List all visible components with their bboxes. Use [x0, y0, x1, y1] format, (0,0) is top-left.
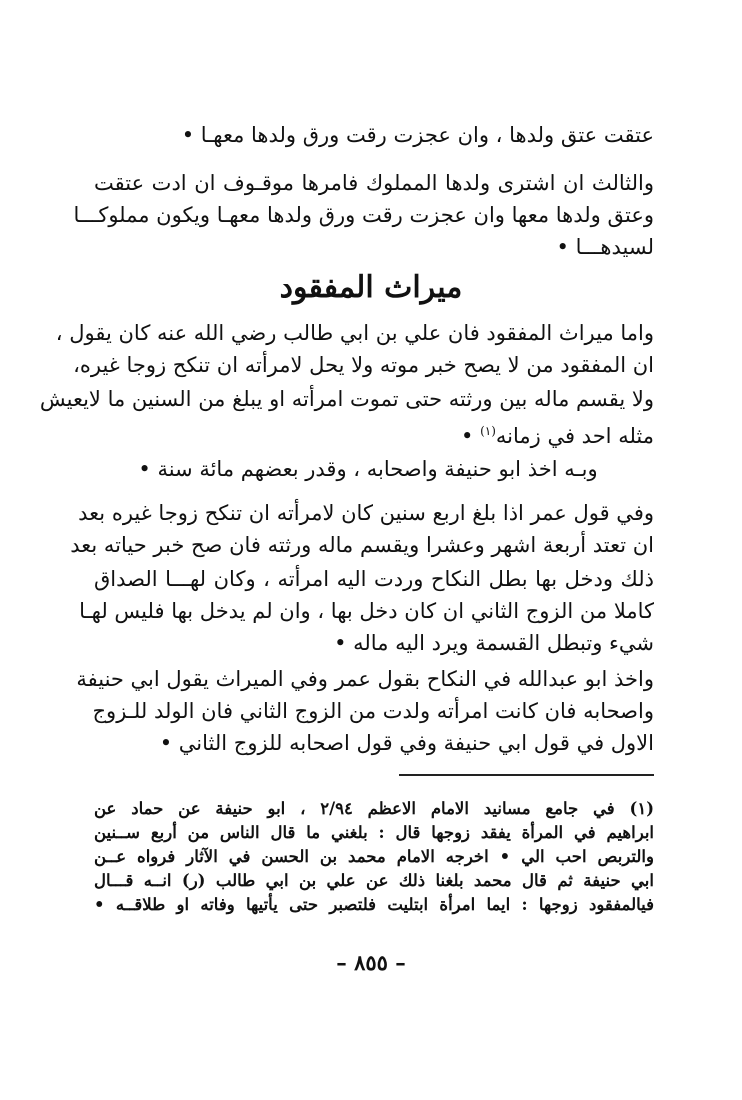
footnote-line: والتربص احب الي • اخرجه الامام محمد بن الحسن في الآثار فرواه عــن	[94, 847, 654, 866]
paragraph-line: وفي قول عمر اذا بلغ اربع سنين كان لامرأته ان تنكح زوجا غيره بعد	[78, 501, 654, 525]
paragraph-line: واما ميراث المفقود فان علي بن ابي طالب رضي الله عنه كان يقول ،	[55, 321, 654, 345]
paragraph-line: ان المفقود من لا يصح خبر موته ولا يحل لامرأته ان تنكح زوجا غيره،	[73, 353, 654, 377]
paragraph-end: •	[461, 424, 481, 448]
footnote-line: ابي حنيفة ثم قال محمد بلغنا ذلك عن علي بن ابي طالب (ر) انــه قـــال	[94, 871, 654, 890]
page-number: – ٨٥٥ –	[336, 950, 406, 975]
paragraph-line: وبـه اخذ ابو حنيفة واصحابه ، وقدر بعضهم مائة سنة •	[138, 457, 598, 481]
paragraph-line: واصحابه فان كانت امرأته ولدت من الزوج الثاني فان الولد للـزوج	[92, 699, 654, 723]
footnote-separator	[399, 774, 654, 776]
paragraph-line: لسيدهـــا •	[556, 235, 654, 259]
footnote-line: فيالمفقود زوجها : ايما امرأة ابتليت فلتصبر حتى يأتيها وفاته او طلاقــه •	[94, 895, 654, 914]
paragraph-line: ان تعتد أربعة اشهر وعشرا ويقسم ماله ورثته فان صح خبر حياته بعد	[70, 533, 654, 557]
paragraph-line: الاول في قول ابي حنيفة وفي قول اصحابه للزوج الثاني •	[159, 731, 654, 755]
paragraph-line: عتقت عتق ولدها ، وان عجزت رقت ورق ولدها معهـا •	[181, 123, 654, 147]
paragraph-line: شيء وتبطل القسمة ويرد اليه ماله •	[334, 631, 654, 655]
footnote-marker: (١)	[480, 424, 496, 438]
section-heading: ميراث المفقود	[279, 270, 463, 305]
paragraph-line: واخذ ابو عبدالله في النكاح بقول عمر وفي الميراث يقول ابي حنيفة	[76, 667, 654, 691]
footnote-line: (١) في جامع مسانيد الامام الاعظم ٢/٩٤ ، ابو حنيفة عن حماد عن	[94, 799, 654, 818]
paragraph-line: ذلك ودخل بها بطل النكاح وردت اليه امرأته ، وكان لهـــا الصداق	[94, 567, 654, 591]
paragraph-line: وعتق ولدها معها وان عجزت رقت ورق ولدها معهـا ويكون مملوكـــا	[73, 203, 654, 227]
paragraph-text: مثله احد في زمانه	[495, 424, 654, 448]
paragraph-line: ولا يقسم ماله بين ورثته حتى تموت امرأته او يبلغ من السنين ما لايعيش	[39, 387, 654, 411]
paragraph-line: كاملا من الزوج الثاني ان كان دخل بها ، وان لم يدخل بها فليس لهـا	[79, 599, 654, 623]
paragraph-line: والثالث ان اشترى ولدها المملوك فامرها موقـوف ان ادت عتقت	[94, 171, 654, 195]
footnote-line: ابراهيم في المرأة يفقد زوجها قال : بلغني ما قال الناس من أربع ســنين	[94, 823, 654, 842]
paragraph-line	[94, 416, 654, 451]
